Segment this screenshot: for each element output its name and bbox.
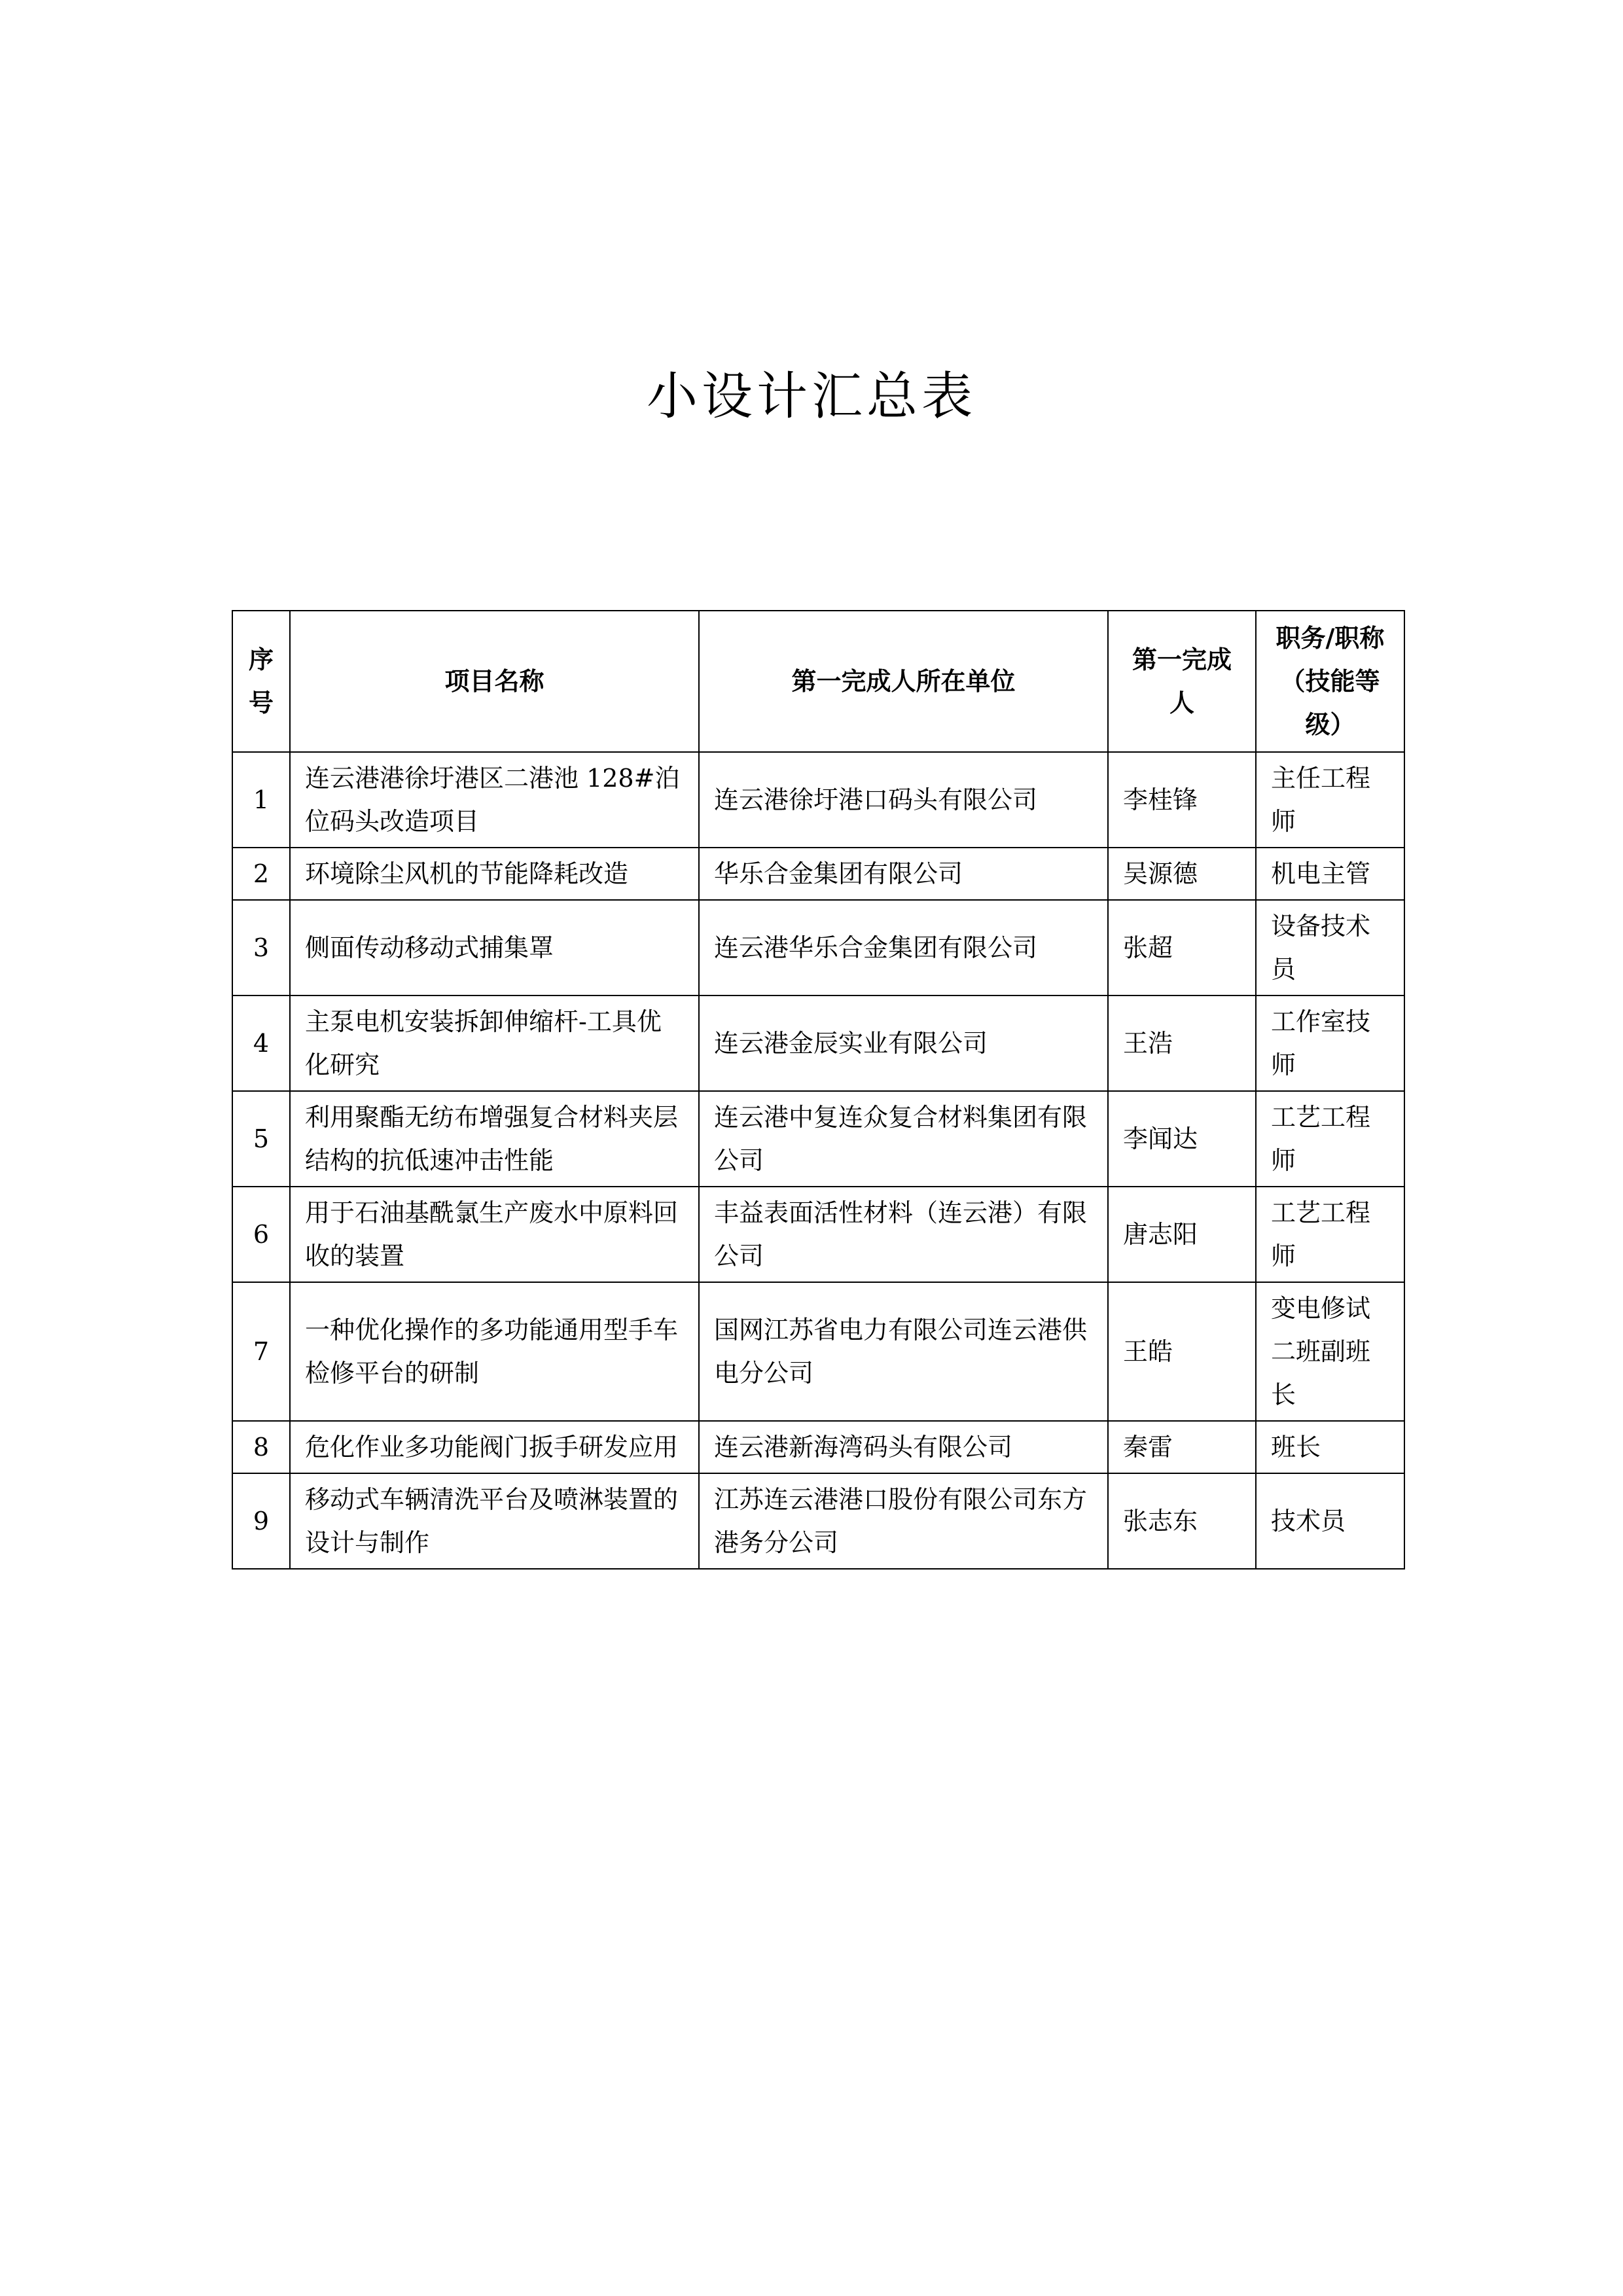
- row-index: 5: [232, 1091, 290, 1187]
- table-row: [232, 900, 1404, 996]
- table-row: [232, 1091, 1404, 1187]
- row-position: 技术员: [1256, 1473, 1404, 1569]
- row-position: 工艺工程师: [1256, 1091, 1404, 1187]
- row-position: 主任工程师: [1256, 752, 1404, 848]
- row-index: 6: [232, 1187, 290, 1282]
- row-first-person: 张超: [1108, 900, 1256, 996]
- row-project-name: 环境除尘风机的节能降耗改造: [290, 848, 699, 900]
- header-index: 序号: [232, 611, 290, 752]
- table-row: [232, 1282, 1404, 1421]
- header-first-person: 第一完成人: [1108, 611, 1256, 752]
- row-project-name: 利用聚酯无纺布增强复合材料夹层结构的抗低速冲击性能: [290, 1091, 699, 1187]
- table-row: [232, 848, 1404, 900]
- row-index: 3: [232, 900, 290, 996]
- header-project-name: 项目名称: [290, 611, 699, 752]
- row-position: 机电主管: [1256, 848, 1404, 900]
- row-first-person: 王浩: [1108, 996, 1256, 1091]
- row-unit: 丰益表面活性材料（连云港）有限公司: [699, 1187, 1108, 1282]
- row-unit: 华乐合金集团有限公司: [699, 848, 1108, 900]
- row-first-person: 李闻达: [1108, 1091, 1256, 1187]
- table-row: [232, 996, 1404, 1091]
- row-position: 班长: [1256, 1421, 1404, 1473]
- row-position: 设备技术员: [1256, 900, 1404, 996]
- row-position: 工艺工程师: [1256, 1187, 1404, 1282]
- row-unit: 连云港徐圩港口码头有限公司: [699, 752, 1108, 848]
- row-unit: 连云港中复连众复合材料集团有限公司: [699, 1091, 1108, 1187]
- row-unit: 国网江苏省电力有限公司连云港供电分公司: [699, 1282, 1108, 1421]
- row-project-name: 主泵电机安装拆卸伸缩杆-工具优化研究: [290, 996, 699, 1091]
- table-row: [232, 1473, 1404, 1569]
- page-title: 小设计汇总表: [646, 367, 976, 426]
- header-unit: 第一完成人所在单位: [699, 611, 1108, 752]
- row-unit: 连云港华乐合金集团有限公司: [699, 900, 1108, 996]
- row-index: 9: [232, 1473, 290, 1569]
- row-first-person: 吴源德: [1108, 848, 1256, 900]
- row-unit: 连云港新海湾码头有限公司: [699, 1421, 1108, 1473]
- table-row: [232, 1187, 1404, 1282]
- row-first-person: 秦雷: [1108, 1421, 1256, 1473]
- summary-table: [232, 610, 1405, 1570]
- row-project-name: 用于石油基酰氯生产废水中原料回收的装置: [290, 1187, 699, 1282]
- row-position: 工作室技师: [1256, 996, 1404, 1091]
- row-project-name: 侧面传动移动式捕集罩: [290, 900, 699, 996]
- row-index: 7: [232, 1282, 290, 1421]
- table-row: [232, 752, 1404, 848]
- row-project-name: 连云港港徐圩港区二港池 128#泊位码头改造项目: [290, 752, 699, 848]
- row-first-person: 唐志阳: [1108, 1187, 1256, 1282]
- row-first-person: 王皓: [1108, 1282, 1256, 1421]
- row-project-name: 移动式车辆清洗平台及喷淋装置的设计与制作: [290, 1473, 699, 1569]
- row-index: 2: [232, 848, 290, 900]
- row-index: 1: [232, 752, 290, 848]
- table-header-row: [232, 611, 1404, 752]
- row-first-person: 李桂锋: [1108, 752, 1256, 848]
- row-unit: 江苏连云港港口股份有限公司东方港务分公司: [699, 1473, 1108, 1569]
- table-row: [232, 1421, 1404, 1473]
- row-index: 8: [232, 1421, 290, 1473]
- row-position: 变电修试二班副班长: [1256, 1282, 1404, 1421]
- row-unit: 连云港金辰实业有限公司: [699, 996, 1108, 1091]
- header-position: 职务/职称（技能等级）: [1256, 611, 1404, 752]
- row-project-name: 一种优化操作的多功能通用型手车检修平台的研制: [290, 1282, 699, 1421]
- row-project-name: 危化作业多功能阀门扳手研发应用: [290, 1421, 699, 1473]
- row-first-person: 张志东: [1108, 1473, 1256, 1569]
- row-index: 4: [232, 996, 290, 1091]
